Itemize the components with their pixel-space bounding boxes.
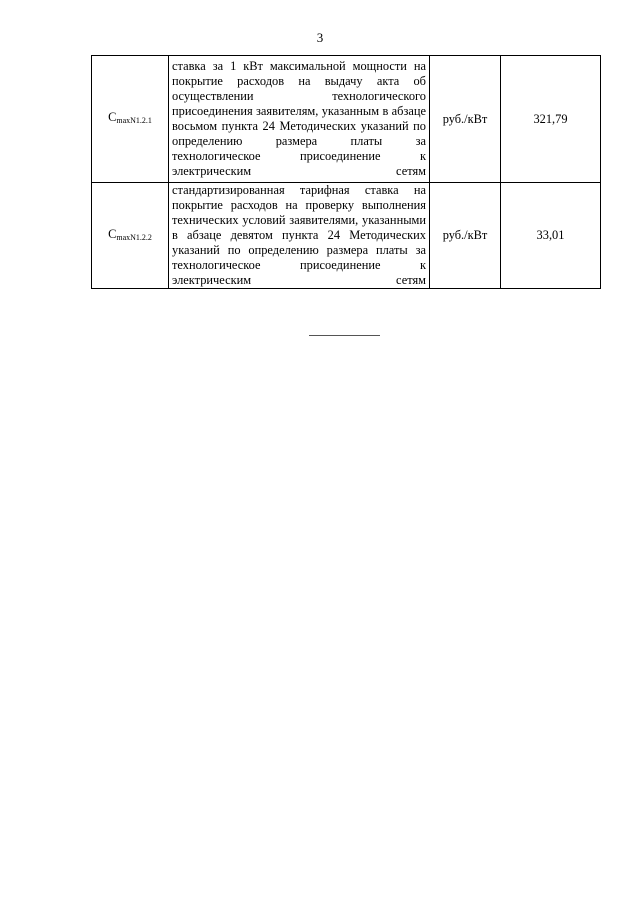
rate-code-cell [92,183,169,289]
rate-description: ставка за 1 кВт максимальной мощности на покрытие расходов на выдачу акта об осуществлении технологического присоединения заявителям, указанным в абзаце восьмом пункта 24 Методических указаний по определению размера платы за технологическое присоединение к электрическим сетям [169,56,430,183]
rate-code-subscript: maxN1.2.1 [116,116,152,125]
tariff-table [91,55,601,289]
table-row [92,56,601,183]
rate-unit: руб./кВт [430,56,501,183]
rate-value: 321,79 [501,56,601,183]
page-number: 3 [316,30,324,45]
rate-code-cell [92,56,169,183]
end-divider-line [309,335,380,336]
rate-code-subscript: maxN1.2.2 [116,232,152,242]
rate-unit: руб./кВт [430,183,501,289]
table-row [92,183,601,289]
rate-code: C [108,226,117,241]
rate-description: стандартизированная тарифная ставка на покрытие расходов на проверку выполнения технических условий заявителями, указанными в абзаце девятом пункта 24 Методических указаний по определению размера платы за технологическое присоединение к электрическим сетям [169,183,430,289]
rate-value: 33,01 [501,183,601,289]
rate-code: C [108,110,117,124]
